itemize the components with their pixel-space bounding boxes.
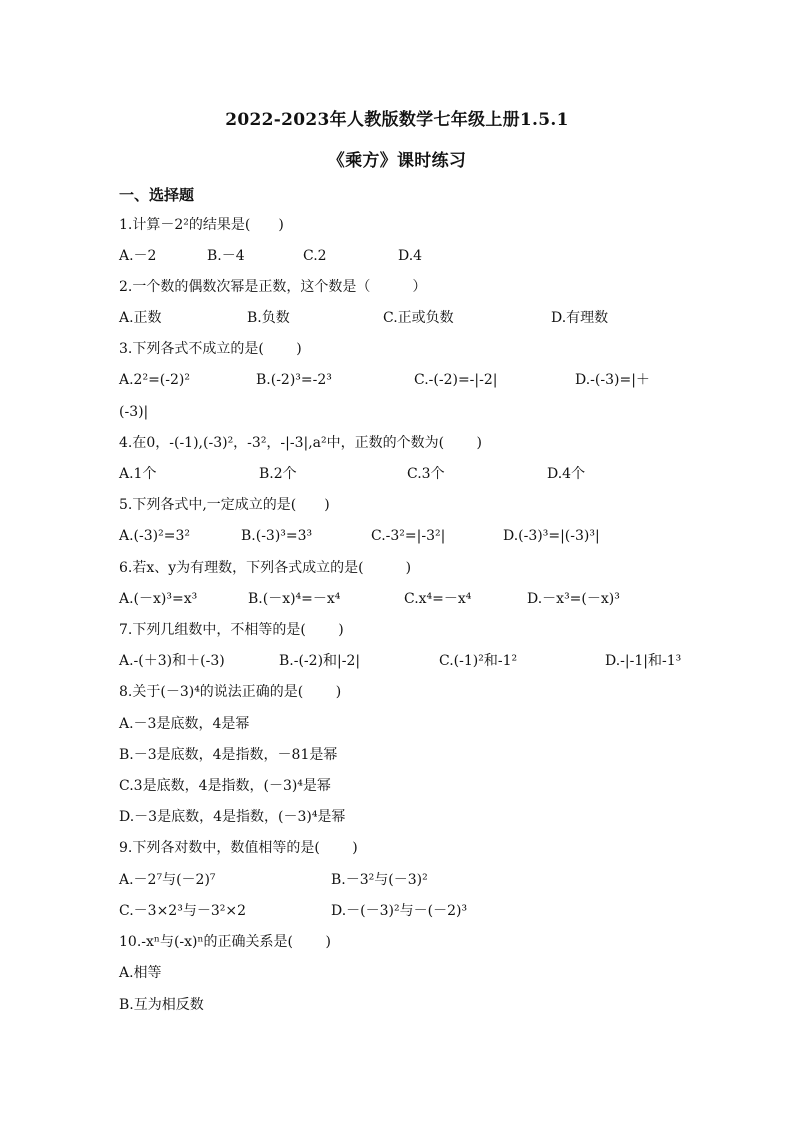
q1-option-b: B.－4 bbox=[207, 248, 245, 264]
q6-option-c: C.x⁴=－x⁴ bbox=[404, 591, 472, 607]
q7-option-b: B.-(-2)和|-2| bbox=[279, 653, 361, 669]
q7-option-a: A.-(＋3)和＋(-3) bbox=[119, 653, 225, 669]
question-8: 8.关于(－3)⁴的说法正确的是( ) bbox=[119, 684, 342, 700]
q5-option-d: D.(-3)³=|(-3)³| bbox=[503, 528, 600, 544]
page-subtitle: 《乘方》课时练习 bbox=[327, 151, 467, 171]
question-9: 9.下列各对数中，数值相等的是( ) bbox=[119, 840, 358, 856]
q2-option-d: D.有理数 bbox=[551, 310, 609, 326]
section-heading: 一、选择题 bbox=[119, 186, 195, 204]
q5-option-a: A.(-3)²=3² bbox=[119, 528, 190, 544]
q4-option-a: A.1个 bbox=[119, 466, 157, 482]
q9-option-b: B.－3²与(－3)² bbox=[331, 872, 428, 888]
q5-option-b: B.(-3)³=3³ bbox=[241, 528, 313, 544]
q4-option-d: D.4个 bbox=[547, 466, 586, 482]
q2-option-b: B.负数 bbox=[247, 310, 290, 326]
q6-option-a: A.(－x)³=x³ bbox=[119, 591, 198, 607]
q1-option-d: D.4 bbox=[398, 248, 423, 264]
q6-option-d: D.－x³=(－x)³ bbox=[527, 591, 620, 607]
q7-option-d: D.-|-1|和-1³ bbox=[605, 653, 682, 669]
q4-option-b: B.2个 bbox=[259, 466, 297, 482]
q1-option-c: C.2 bbox=[303, 248, 327, 264]
q2-option-a: A.正数 bbox=[119, 310, 162, 326]
q10-option-a: A.相等 bbox=[119, 965, 162, 981]
q8-option-d: D.－3是底数，4是指数，(－3)⁴是幂 bbox=[119, 809, 346, 825]
q1-option-a: A.－2 bbox=[119, 248, 157, 264]
q3-option-a: A.2²=(-2)² bbox=[119, 372, 190, 388]
question-10: 10.-xⁿ与(-x)ⁿ的正确关系是( ) bbox=[119, 934, 331, 950]
q10-option-b: B.互为相反数 bbox=[119, 997, 204, 1013]
question-7: 7.下列几组数中，不相等的是( ) bbox=[119, 622, 344, 638]
question-3: 3.下列各式不成立的是( ) bbox=[119, 341, 302, 357]
q7-option-c: C.(-1)²和-1² bbox=[439, 653, 518, 669]
q4-option-c: C.3个 bbox=[407, 466, 445, 482]
q9-option-a: A.－2⁷与(－2)⁷ bbox=[119, 872, 216, 888]
page-title: 2022-2023年人教版数学七年级上册1.5.1 bbox=[225, 110, 569, 130]
question-4: 4.在0，-(-1),(-3)²，-3²，-|-3|,a²中，正数的个数为( ) bbox=[119, 435, 483, 451]
q8-option-c: C.3是底数，4是指数，(－3)⁴是幂 bbox=[119, 778, 331, 794]
q5-option-c: C.-3²=|-3²| bbox=[371, 528, 446, 544]
q2-option-c: C.正或负数 bbox=[383, 310, 454, 326]
q8-option-a: A.－3是底数，4是幂 bbox=[119, 716, 250, 732]
q3-option-d: D.-(-3)=|＋ bbox=[575, 372, 650, 388]
q3-option-d-continued: (-3)| bbox=[119, 404, 149, 420]
question-1: 1.计算－2²的结果是( ) bbox=[119, 217, 284, 233]
q3-option-c: C.-(-2)=-|-2| bbox=[414, 372, 498, 388]
q6-option-b: B.(－x)⁴=－x⁴ bbox=[248, 591, 341, 607]
question-2: 2.一个数的偶数次幂是正数，这个数是（ ） bbox=[119, 279, 427, 295]
q9-option-d: D.－(－3)²与－(－2)³ bbox=[331, 903, 468, 919]
q3-option-b: B.(-2)³=-2³ bbox=[256, 372, 332, 388]
question-6: 6.若x、y为有理数，下列各式成立的是( ) bbox=[119, 560, 412, 576]
q9-option-c: C.－3×2³与－3²×2 bbox=[119, 903, 246, 919]
q8-option-b: B.－3是底数，4是指数，－81是幂 bbox=[119, 747, 338, 763]
question-5: 5.下列各式中,一定成立的是( ) bbox=[119, 497, 330, 513]
